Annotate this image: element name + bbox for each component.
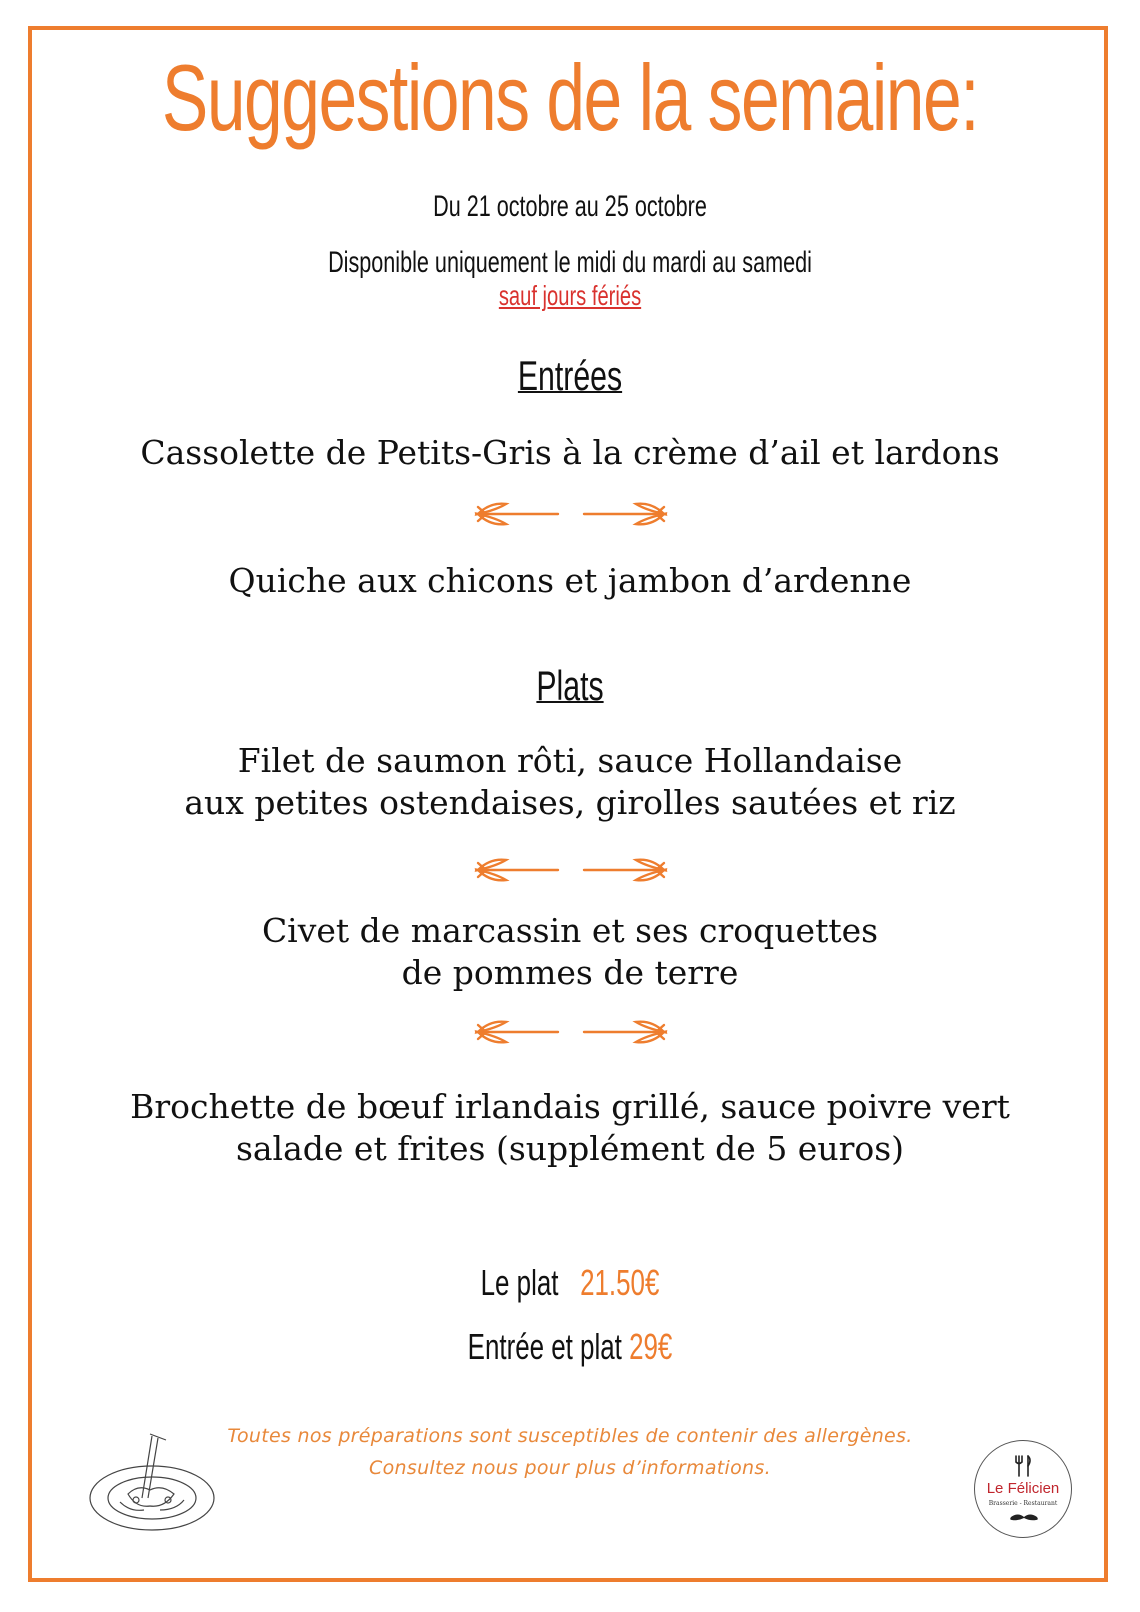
restaurant-logo — [974, 1440, 1072, 1538]
ornament-divider-icon — [466, 1015, 676, 1049]
mustache-icon — [1008, 1513, 1040, 1523]
price-plat-label: Le plat — [480, 1262, 559, 1303]
price-combo-label: Entrée et plat — [467, 1326, 622, 1367]
plate-drawing-icon — [80, 1428, 220, 1538]
dish-line: Cassolette de Petits-Gris à la crème d’ail et lardons — [140, 433, 1000, 472]
dish-line: de pommes de terre — [401, 953, 739, 992]
price-combo — [160, 1326, 981, 1368]
plat-item — [0, 740, 1140, 824]
ornament-divider-icon — [466, 497, 676, 531]
entree-item — [0, 560, 1140, 602]
holidays-note: sauf jours fériés — [498, 280, 642, 311]
price-plat-value: 21.50€ — [580, 1262, 660, 1303]
price-plat — [160, 1262, 981, 1304]
date-range: Du 21 octobre au 25 octobre — [433, 190, 707, 223]
dish-line: Quiche aux chicons et jambon d’ardenne — [228, 561, 912, 600]
dish-line: aux petites ostendaises, girolles sautées et riz — [184, 783, 956, 822]
allergen-notice: Toutes nos préparations sont susceptibles de contenir des allergènes. — [227, 1425, 913, 1447]
ornament-divider-icon — [466, 853, 676, 887]
cutlery-icon — [1015, 1455, 1033, 1477]
entree-item — [0, 432, 1140, 474]
dish-line: Brochette de bœuf irlandais grillé, sauce poivre vert — [130, 1087, 1010, 1126]
page-title: Suggestions de la semaine: — [161, 45, 979, 150]
plat-item — [0, 910, 1140, 994]
logo-name: Le Félicien — [986, 1480, 1060, 1497]
logo-subtitle: Brasserie - Restaurant — [988, 1500, 1058, 1507]
availability-note: Disponible uniquement le midi du mardi au samedi — [328, 246, 812, 279]
dish-line: Civet de marcassin et ses croquettes — [261, 911, 879, 950]
dish-line: salade et frites (supplément de 5 euros) — [235, 1129, 905, 1168]
plat-item — [0, 1086, 1140, 1170]
allergen-contact: Consultez nous pour plus d’informations. — [369, 1457, 771, 1479]
dish-line: Filet de saumon rôti, sauce Hollandaise — [237, 741, 903, 780]
section-heading-plats: Plats — [536, 662, 604, 709]
section-heading-entrees: Entrées — [517, 352, 623, 399]
price-combo-value: 29€ — [629, 1326, 673, 1367]
